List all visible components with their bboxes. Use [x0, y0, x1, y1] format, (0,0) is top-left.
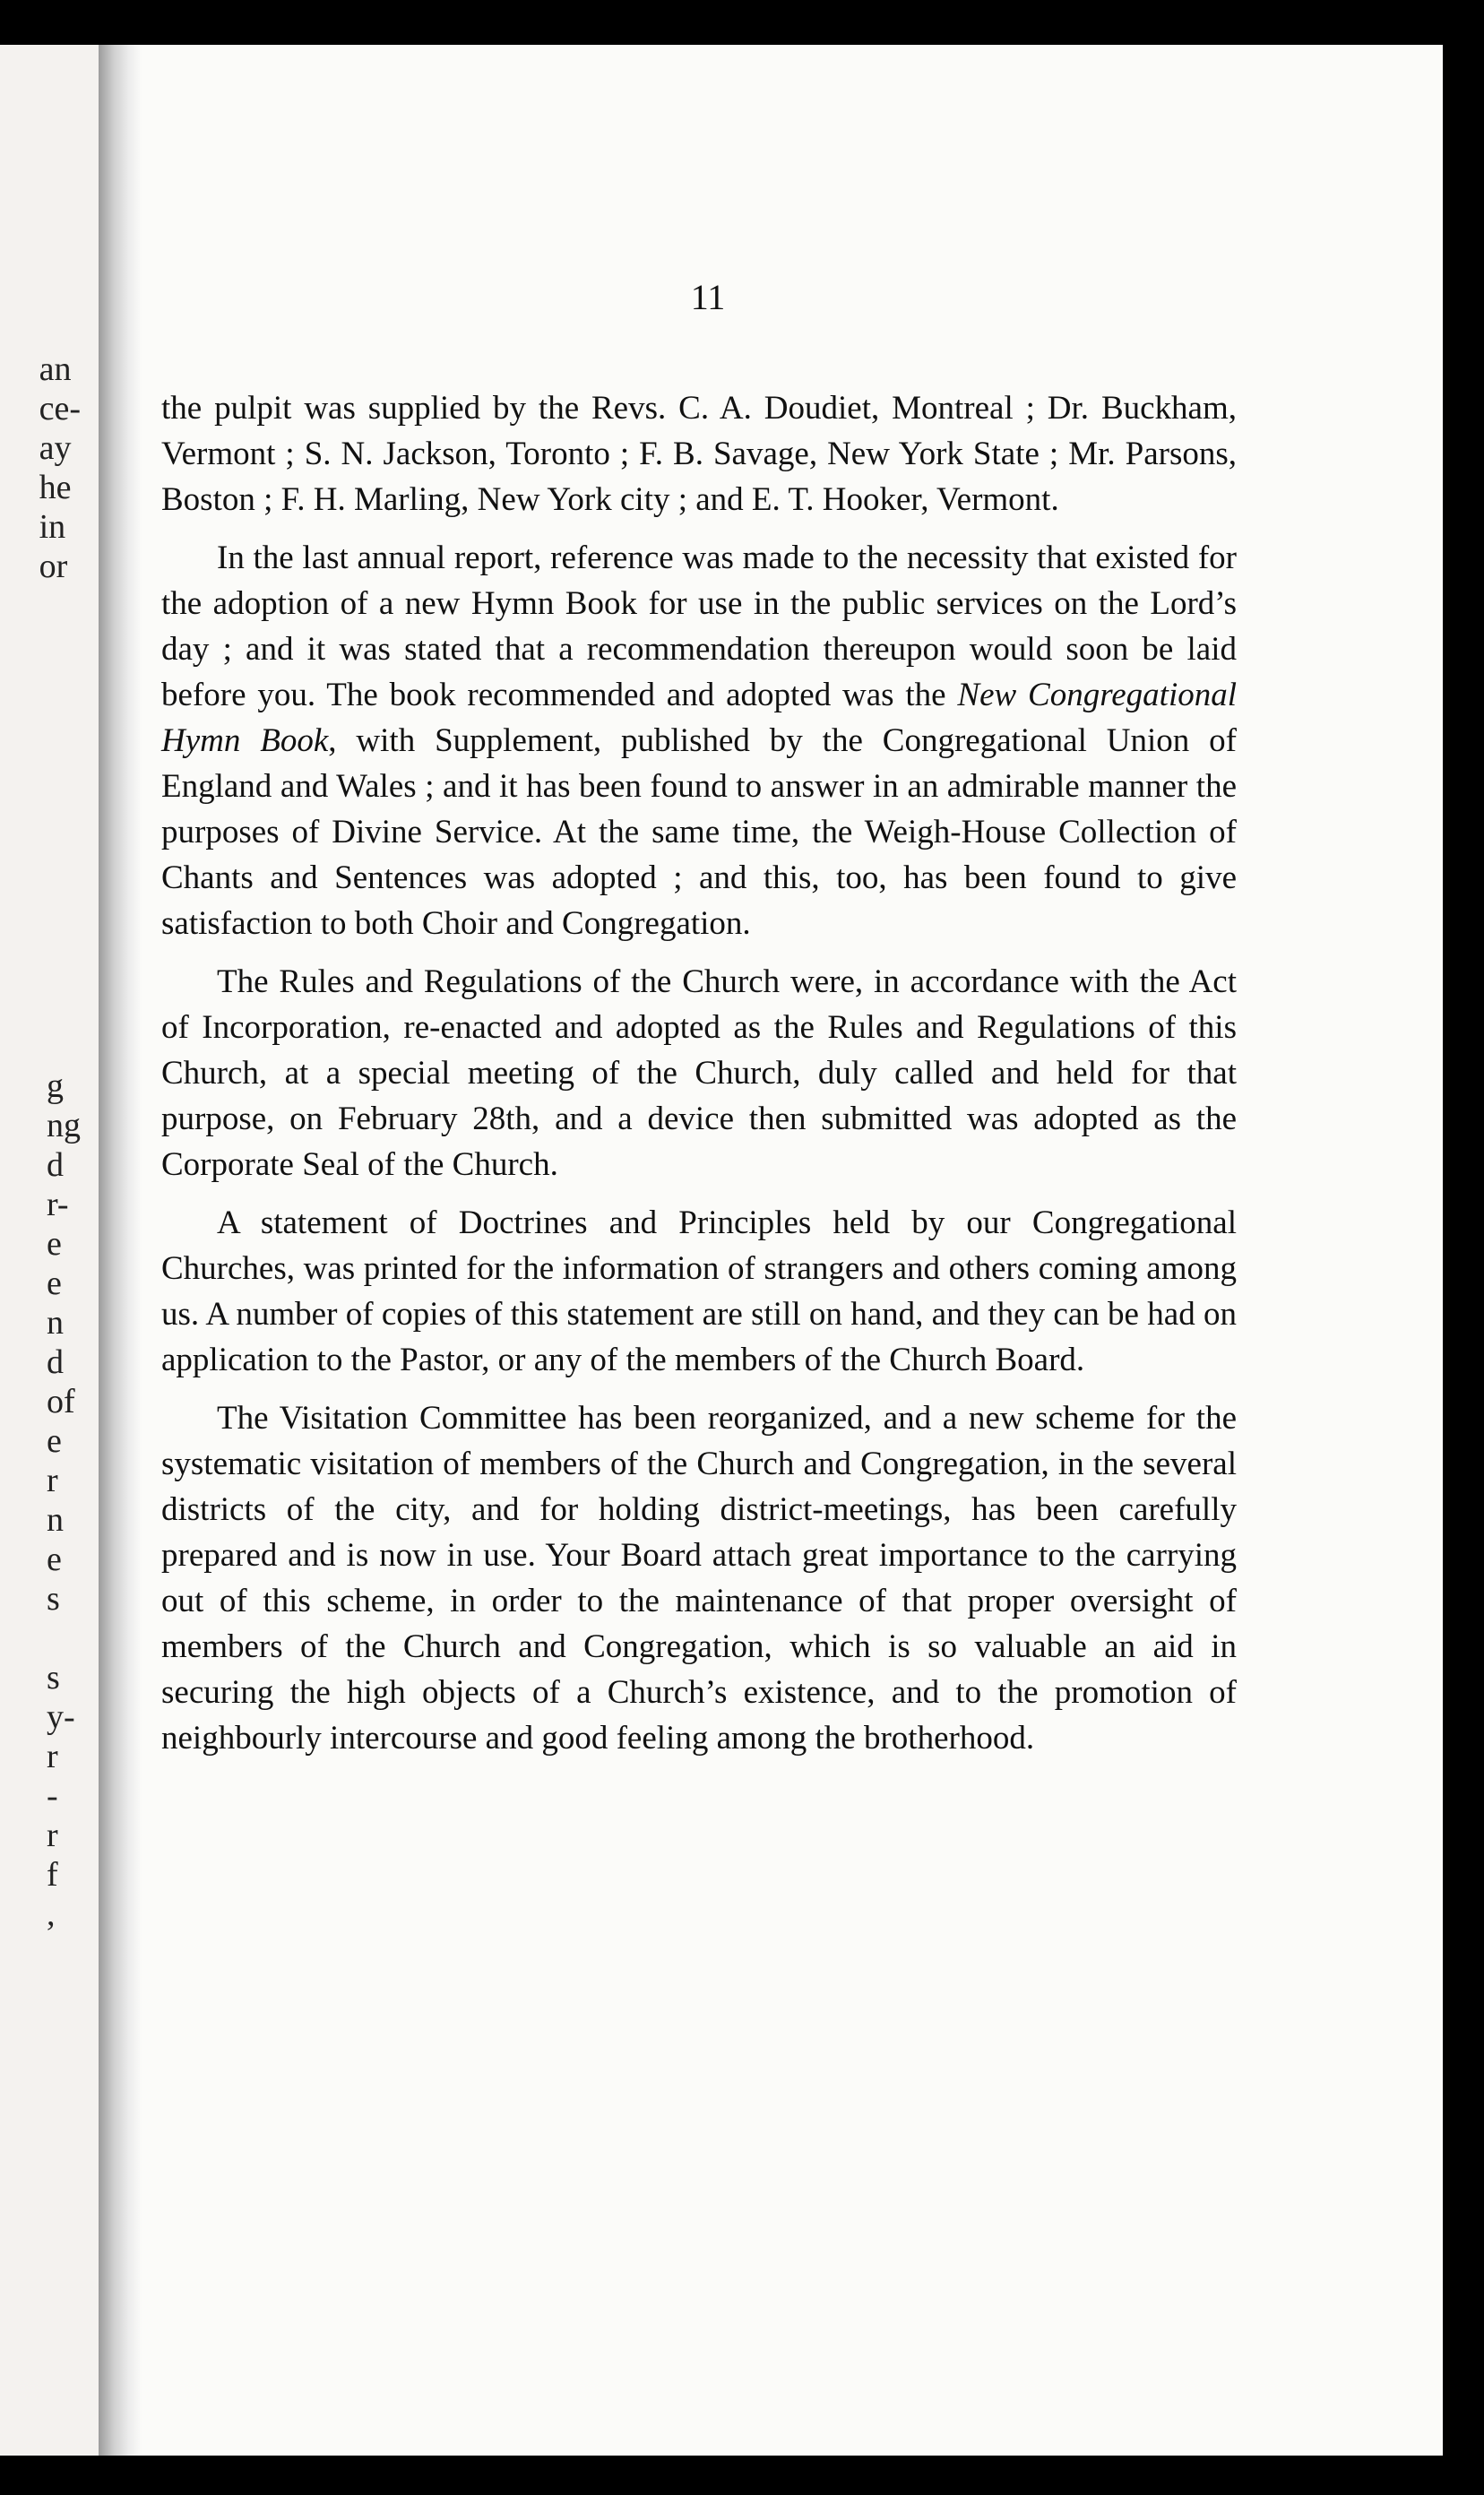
paragraph-2-segment-1: In the last annual report, reference was made to the necessity that existed for the adoption of a new Hymn Book for use in the public services on the Lord’s day ; and it was stated that a recommendation thereupon would soon be laid before you. The book recommended and adopted was the [161, 540, 1237, 713]
paragraph-1 [161, 385, 1237, 522]
page-number: 11 [690, 277, 726, 317]
paragraph-5-segment-1: The Visitation Committee has been reorganized, and a new scheme for the systematic visitation of members of the Church and Congregation, in the several districts of the city, and for holding district-meetings, has been carefully prepared and is now in use. Your Board attach great importance to the carrying out of this scheme, in order to the maintenance of that proper oversight of members of the Church and Congregation, which is so valuable an aid in securing the high objects of a Church’s existence, and to the promotion of neighbourly intercourse and good feeling among the brotherhood. [161, 1400, 1237, 1757]
scan-border-bottom [0, 2456, 1484, 2495]
book-page [99, 45, 1484, 2456]
facing-page-text-lower: g ng d r- e e n d of e r n e s s y- r - r f , [47, 1067, 81, 1933]
paragraph-2 [161, 535, 1237, 946]
paragraph-3-segment-1: The Rules and Regulations of the Church were, in accordance with the Act of Incorporation, re-enacted and adopted as the Rules and Regulations of this Church, at a special meeting of the Church, duly called and held for that purpose, on February 28th, and a device then submitted was adopted as the Corporate Seal of the Church. [161, 963, 1237, 1183]
body-text [161, 385, 1237, 1774]
scan-border-right [1443, 0, 1484, 2495]
facing-page-text-upper: an ce- ay he in or [39, 350, 81, 585]
paragraph-3 [161, 959, 1237, 1187]
paragraph-2-segment-2: New Congregational Hymn Book [161, 677, 1237, 759]
paragraph-4 [161, 1200, 1237, 1383]
paragraph-2-segment-3: , with Supplement, published by the Congregational Union of England and Wales ; and it has been found to answer in an admirable manner the purposes of Divine Service. At the same time, the Weigh-House Collection of Chants and Sentences was adopted ; and this, too, has been found to give satisfaction to both Choir and Congregation. [161, 722, 1237, 942]
paragraph-4-segment-1: A statement of Doctrines and Principles held by our Congregational Churches, was printed for the information of strangers and others coming among us. A number of copies of this statement are still on hand, and they can be had on application to the Pastor, or any of the members of the Church Board. [161, 1204, 1237, 1378]
page-gutter-shadow [99, 45, 142, 2456]
facing-page-edge [0, 45, 99, 2456]
paragraph-5 [161, 1395, 1237, 1761]
paragraph-1-segment-1: the pulpit was supplied by the Revs. C. A. Doudiet, Montreal ; Dr. Buckham, Vermont ; S. N. Jackson, Toronto ; F. B. Savage, New York State ; Mr. Parsons, Boston ; F. H. Marling, New York city ; and E. T. Hooker, Vermont. [161, 390, 1237, 518]
